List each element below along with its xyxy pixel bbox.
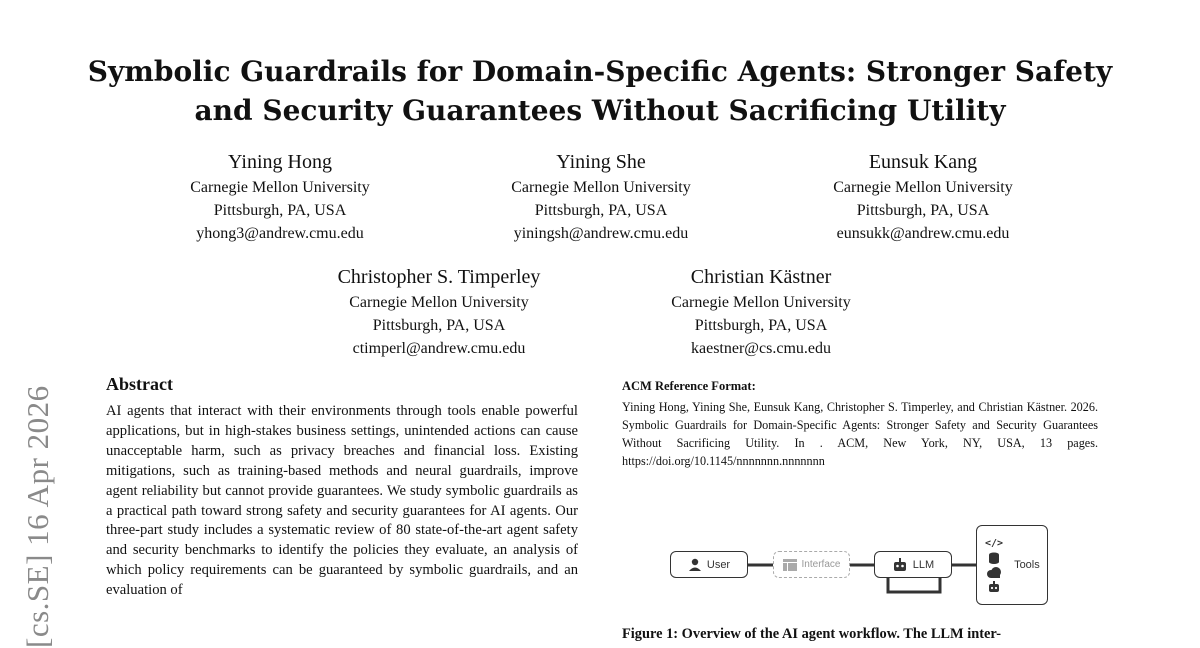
database-icon (988, 552, 1000, 564)
tools-label: Tools (1014, 559, 1040, 571)
author-email[interactable]: ctimperl@andrew.cmu.edu (352, 340, 526, 357)
robot-icon (892, 558, 908, 572)
llm-loop-arrow (888, 578, 940, 592)
author-email[interactable]: eunsukk@andrew.cmu.edu (836, 225, 1010, 242)
author-location: Pittsburgh, PA, USA (213, 202, 347, 219)
interface-box (773, 551, 850, 578)
author-affiliation: Carnegie Mellon University (349, 294, 529, 311)
title-line-2: and Security Guarantees Without Sacrificing Utility (194, 94, 1006, 127)
llm-label: LLM (912, 558, 935, 571)
author-affiliation: Carnegie Mellon University (190, 179, 370, 196)
author-name: Christopher S. Timperley (337, 266, 541, 288)
author-block-5 (601, 263, 921, 360)
author-block-3 (763, 148, 1083, 245)
arxiv-side-identifier: [cs.SE] 16 Apr 2026 (20, 385, 55, 648)
tools-icon-stack (985, 538, 1003, 593)
robot-tool-icon (987, 581, 1001, 593)
author-email[interactable]: yiningsh@andrew.cmu.edu (513, 225, 689, 242)
author-location: Pittsburgh, PA, USA (856, 202, 990, 219)
cloud-icon (986, 567, 1002, 578)
author-affiliation: Carnegie Mellon University (511, 179, 691, 196)
user-box (670, 551, 748, 578)
interface-icon (783, 559, 797, 571)
agent-workflow-diagram (660, 520, 1060, 610)
user-label: User (706, 558, 731, 571)
author-email[interactable]: kaestner@cs.cmu.edu (690, 340, 831, 357)
author-name: Yining Hong (228, 151, 332, 173)
acm-reference-text: Yining Hong, Yining She, Eunsuk Kang, Christopher S. Timperley, and Christian Kästner. 2026. Symbolic Guardrails for Domain-Specific Agents: Stronger Safety and Security Guarantees Without Sacrificing Utility. In . ACM, New York, NY, USA, 13 pages. https://doi.org/10.1145/nnnnnnn.nnnnnnn (622, 400, 1098, 468)
author-name: Eunsuk Kang (868, 151, 978, 173)
interface-label: Interface (801, 559, 841, 570)
title-line-1: Symbolic Guardrails for Domain-Specific Agents: Stronger Safety (87, 55, 1113, 88)
user-icon (688, 558, 702, 572)
abstract-heading: Abstract (106, 374, 173, 394)
code-icon: </> (985, 537, 1004, 549)
tools-box (976, 525, 1048, 605)
author-location: Pittsburgh, PA, USA (534, 202, 668, 219)
author-name: Yining She (556, 151, 646, 173)
author-block-4 (279, 263, 599, 360)
author-affiliation: Carnegie Mellon University (833, 179, 1013, 196)
llm-box (874, 551, 952, 578)
author-location: Pittsburgh, PA, USA (372, 317, 506, 334)
paper-title (80, 52, 1120, 130)
author-name: Christian Kästner (690, 266, 832, 288)
author-block-1 (120, 148, 440, 245)
abstract-text: AI agents that interact with their environments through tools enable powerful applications, but in high-stakes business settings, unintended actions can cause unacceptable harm, such as privacy breaches and financial loss. Existing mitigations, such as training-based methods and neural guardrails, improve agent reliability but cannot provide guarantees. We study symbolic guardrails as a practical path toward strong safety and security guarantees for AI agents. Our three-part study includes a systematic review of 80 state-of-the-art agent safety and security benchmarks to identify the policies they evaluate, an analysis of which policy requirements can be guaranteed by symbolic guardrails, and an evaluation of (106, 403, 578, 599)
author-block-2 (441, 148, 761, 245)
acm-reference-heading: ACM Reference Format: (622, 379, 756, 393)
author-location: Pittsburgh, PA, USA (694, 317, 828, 334)
figure-caption: Figure 1: Overview of the AI agent workflow. The LLM inter- (622, 626, 1002, 642)
author-email[interactable]: yhong3@andrew.cmu.edu (196, 225, 364, 242)
author-affiliation: Carnegie Mellon University (671, 294, 851, 311)
